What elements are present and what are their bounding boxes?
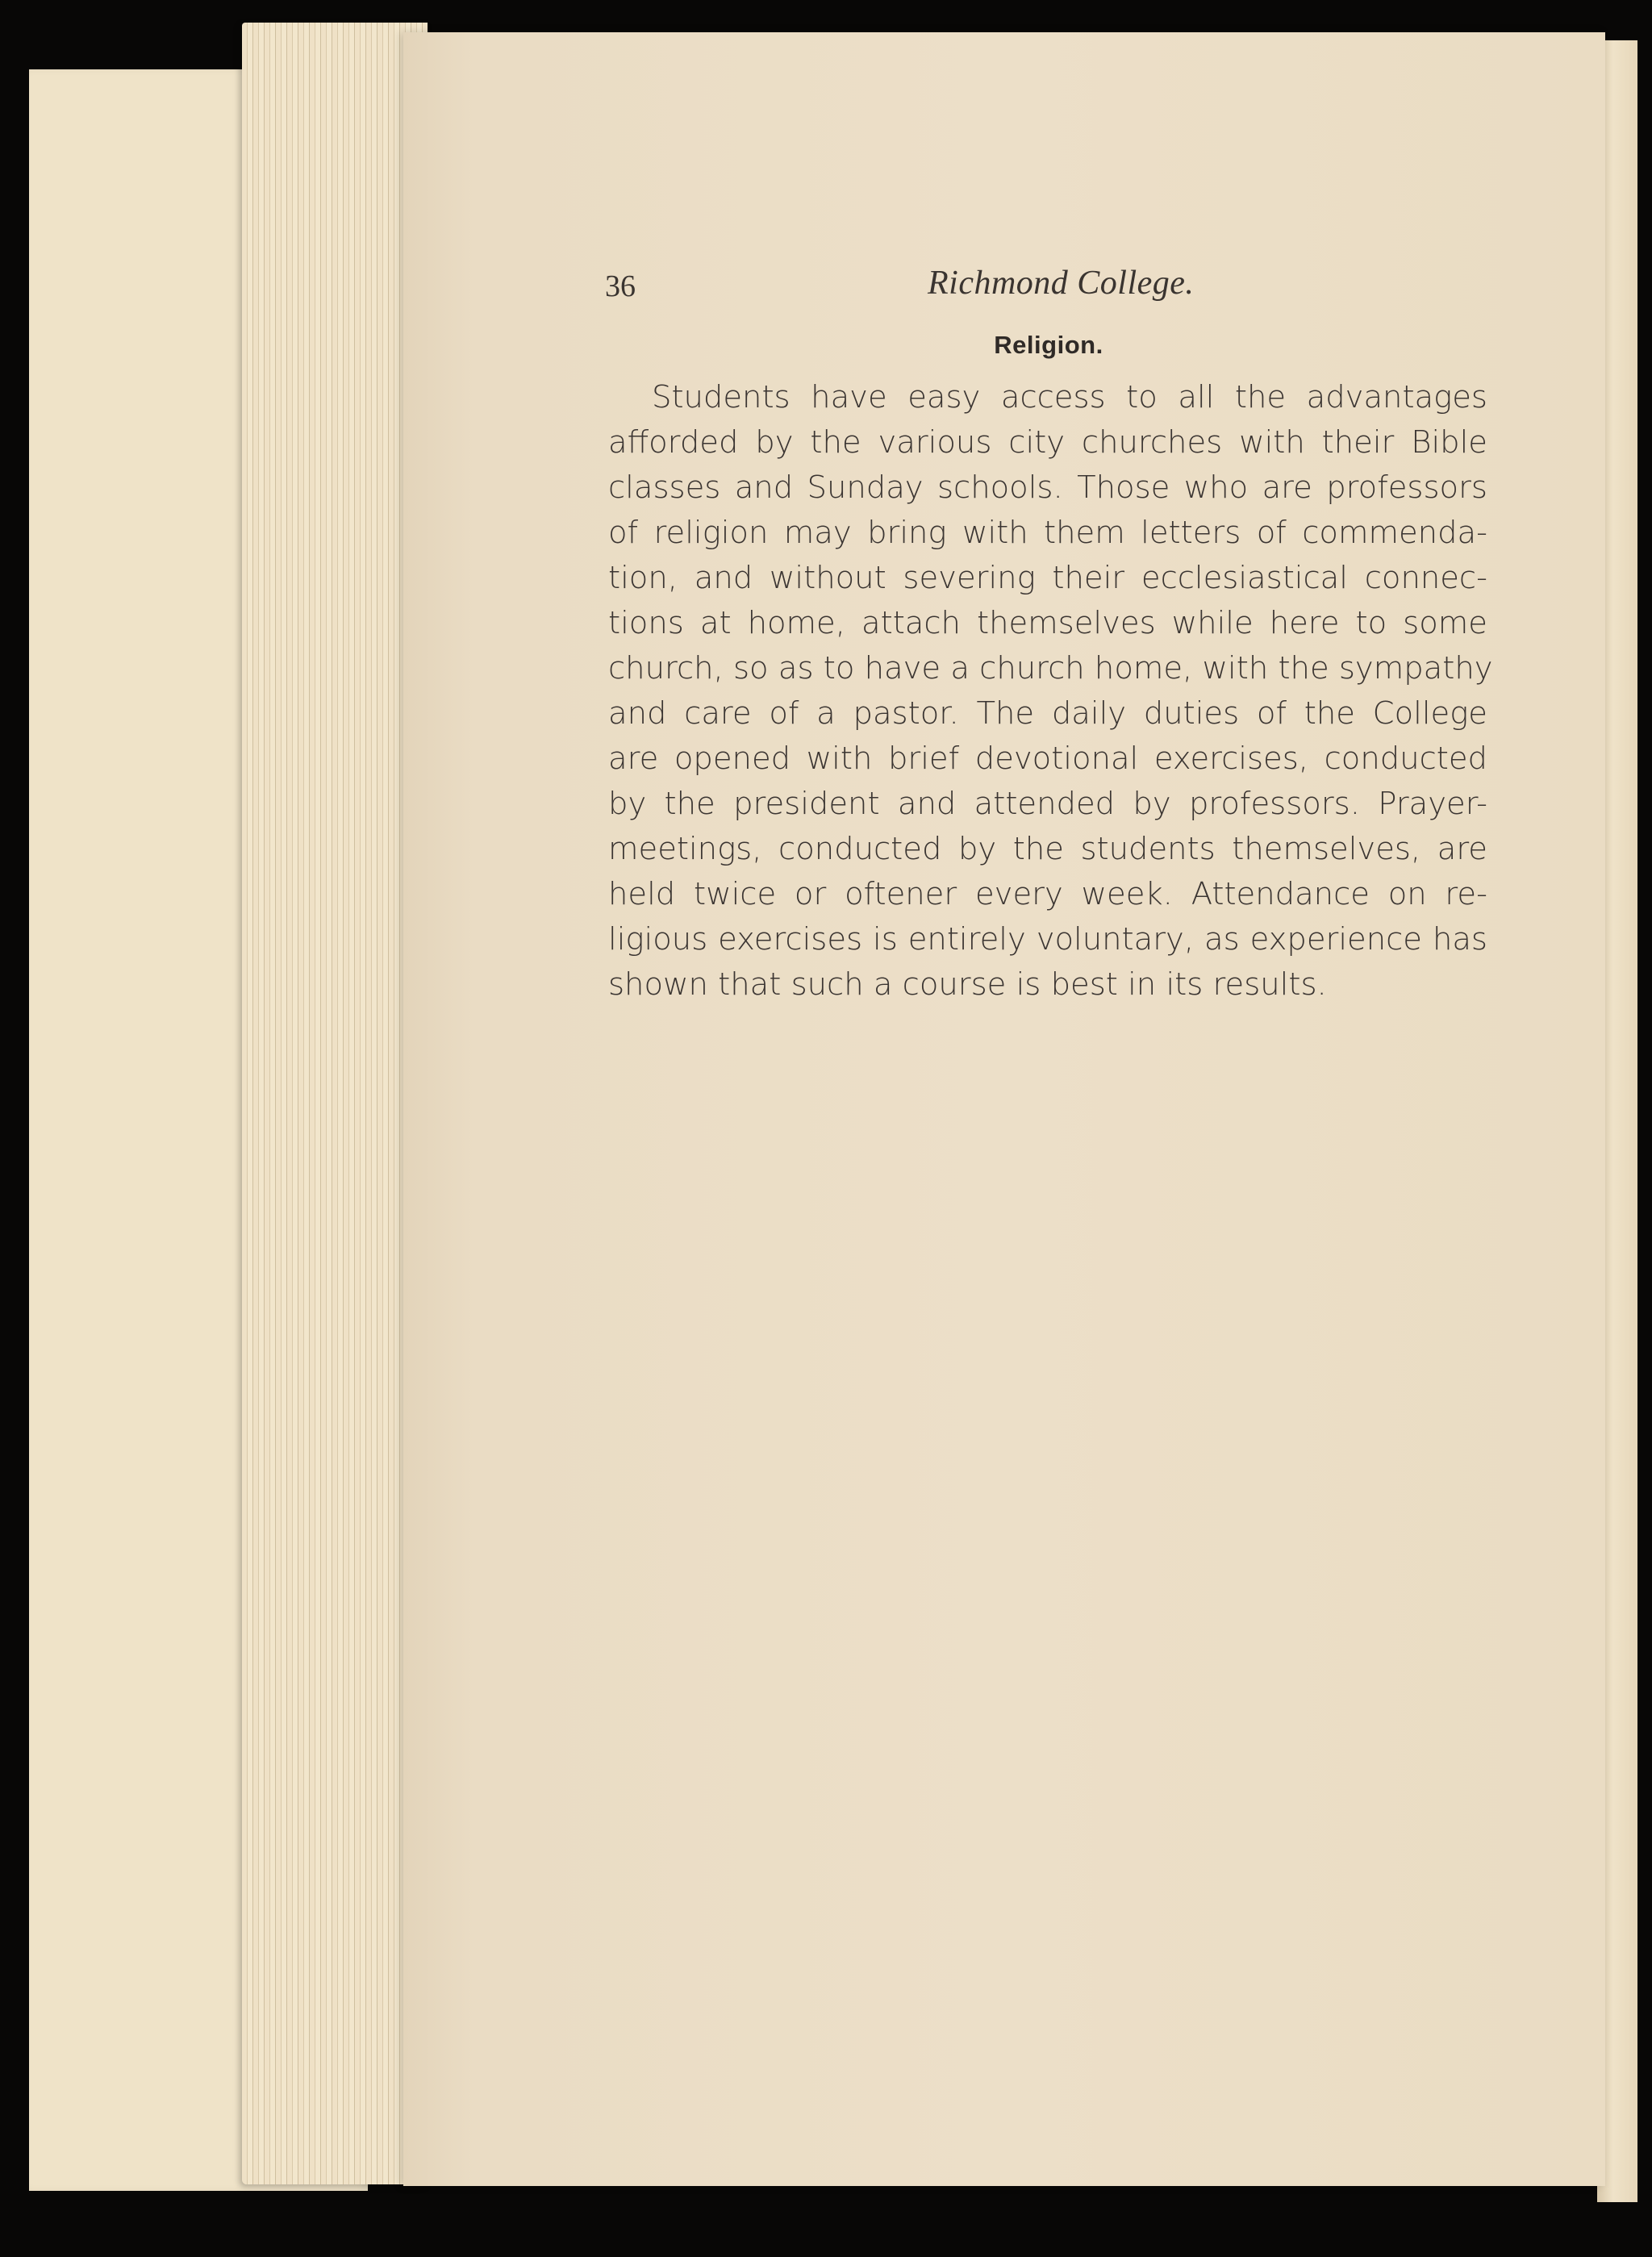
text-line: held twice or oftener every week. Attendance on re- xyxy=(608,876,1487,912)
running-head xyxy=(605,262,1508,311)
section-heading: Religion. xyxy=(994,331,1103,359)
running-title: Richmond College. xyxy=(928,265,1195,302)
text-line: tions at home, attach themselves while here to some xyxy=(608,605,1487,641)
text-line: are opened with brief devotional exercises, conducted xyxy=(608,741,1487,777)
page-edges xyxy=(242,23,428,2184)
text-line: of religion may bring with them letters of commenda- xyxy=(608,515,1487,551)
text-line: Students have easy access to all the advantages xyxy=(652,379,1487,415)
text-line: afforded by the various city churches with their Bible xyxy=(608,424,1487,461)
body-paragraph xyxy=(608,375,1493,1008)
text-line: by the president and attended by professors. Prayer- xyxy=(608,786,1487,822)
text-line: ligious exercises is entirely voluntary, as experience has xyxy=(608,921,1487,957)
text-line: tion, and without severing their ecclesiastical connec- xyxy=(608,560,1487,596)
text-line: shown that such a course is best in its results. xyxy=(608,966,1327,1003)
text-line: and care of a pastor. The daily duties of the College xyxy=(608,695,1487,732)
text-line: church, so as to have a church home, with the sympathy xyxy=(608,650,1493,686)
text-line: classes and Sunday schools. Those who are professors xyxy=(608,469,1487,506)
text-line: meetings, conducted by the students themselves, are xyxy=(608,831,1487,867)
page-number: 36 xyxy=(605,269,636,303)
